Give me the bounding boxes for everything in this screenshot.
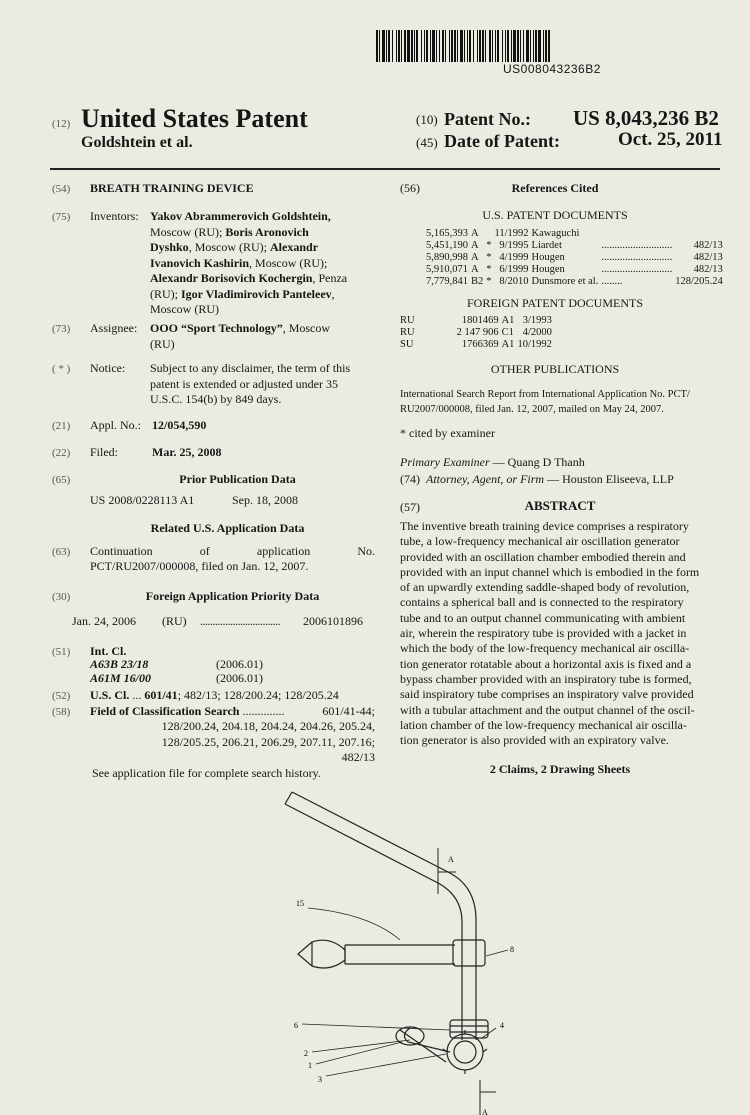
int-cl-1-date: (2006.01) xyxy=(216,657,263,671)
us-patent-doc-row xyxy=(426,252,726,264)
doc-name: Kawaguchi xyxy=(531,228,580,239)
other-publications-heading: OTHER PUBLICATIONS xyxy=(490,362,620,376)
field-search-item: 482/13 xyxy=(341,750,375,764)
header-rule xyxy=(50,168,720,170)
label-15: 15 xyxy=(296,899,304,908)
us-cl-label: U.S. Cl. xyxy=(90,688,130,702)
related-data-heading: Related U.S. Application Data xyxy=(150,521,305,535)
us-patent-docs-table xyxy=(426,228,726,288)
abstract-line: provided with an oscillation chamber embodied therein and xyxy=(400,549,686,564)
doc-date: 9/1995 xyxy=(499,240,529,251)
doc-leader: ........................... xyxy=(601,264,673,275)
abstract-line: which the body of the low-frequency mechanical air oscilla- xyxy=(400,641,690,656)
continuation-word: application xyxy=(256,544,311,558)
doc-kind: A1 xyxy=(501,339,515,350)
field-search-line xyxy=(90,704,284,719)
doc-class: 482/13 xyxy=(693,264,723,275)
inventor-line: Moscow (RU) xyxy=(150,302,219,316)
abstract-line: contains a spherical ball and is connected to the respiratory xyxy=(400,595,684,610)
primary-examiner-name: — Quang D Thanh xyxy=(489,455,585,469)
assignee-label: Assignee: xyxy=(90,321,138,335)
doc-leader: ........................... xyxy=(601,240,673,251)
foreign-priority-leader: ................................ xyxy=(200,614,280,628)
inid-code-73: (73) xyxy=(52,323,71,335)
continuation-line xyxy=(90,544,375,559)
oscillator-housing xyxy=(447,1034,483,1070)
doc-name: Liardet xyxy=(531,240,562,251)
doc-name: Hougen xyxy=(531,252,565,263)
doc-kind: A xyxy=(471,264,479,275)
barcode xyxy=(376,30,719,62)
prior-publication-heading: Prior Publication Data xyxy=(179,472,296,486)
doc-number: 1801469 xyxy=(461,315,499,326)
invention-title: BREATH TRAINING DEVICE xyxy=(90,181,254,195)
prior-publication-date: Sep. 18, 2008 xyxy=(232,493,298,507)
assignee-name: OOO “Sport Technology” xyxy=(150,321,283,335)
claims-summary: 2 Claims, 2 Drawing Sheets xyxy=(489,762,631,776)
cited-marker: * xyxy=(486,264,492,275)
inid-code-75: (75) xyxy=(52,211,71,223)
collar xyxy=(450,1020,488,1038)
foreign-patent-doc-row xyxy=(400,339,555,351)
us-patent-doc-row xyxy=(426,264,726,276)
us-cl-primary: 601/41 xyxy=(144,688,178,702)
us-patent-doc-row xyxy=(426,228,726,240)
field-search-item: 128/200.24, 204.18, 204.24, 204.26, 205.24, xyxy=(161,719,375,733)
abstract-text xyxy=(400,519,720,748)
field-search-first: 601/41-44; xyxy=(322,704,375,718)
abstract-line: tube, a low-frequency mechanical air oscillation generator xyxy=(400,534,680,549)
doc-kind: A xyxy=(471,240,479,251)
abstract-line: said inspiratory tube comprises an inspiratory valve provided xyxy=(400,687,694,702)
cited-by-examiner-note: * cited by examiner xyxy=(400,426,495,440)
inid-code-57: (57) xyxy=(400,500,420,514)
doc-name: Hougen xyxy=(531,264,565,275)
doc-date: 4/1999 xyxy=(499,252,529,263)
assignee-country: (RU) xyxy=(150,336,175,351)
abstract-heading: ABSTRACT xyxy=(524,498,596,513)
doc-leader xyxy=(601,228,675,240)
notice-line: patent is extended or adjusted under 35 xyxy=(150,376,338,391)
doc-country: RU xyxy=(400,315,415,326)
int-cl-label: Int. Cl. xyxy=(90,644,127,658)
cited-marker: * xyxy=(486,240,492,251)
inid-code-58: (58) xyxy=(52,706,71,718)
foreign-priority-heading: Foreign Application Priority Data xyxy=(145,589,320,603)
doc-leader: ........................... xyxy=(601,252,673,263)
attorney xyxy=(400,472,674,487)
doc-number: 5,165,393 xyxy=(426,228,468,239)
us-patent-doc-row xyxy=(426,276,726,288)
inventor-short: Goldshtein et al. xyxy=(81,134,193,151)
patent-number-label: Patent No.: xyxy=(444,109,531,129)
inspiratory-tube xyxy=(345,945,455,964)
us-patent-doc-row xyxy=(426,240,726,252)
other-publications xyxy=(400,387,720,417)
abstract-line: air, wherein the respiratory tube is provided with a jacket in xyxy=(400,626,687,641)
doc-date: 11/1992 xyxy=(494,228,529,239)
abstract-line: tube and to an output channel communicating with ambient xyxy=(400,610,686,625)
notice-label: Notice: xyxy=(90,361,126,375)
continuation-word: No. xyxy=(357,544,375,558)
references-cited-heading: References Cited xyxy=(511,181,599,195)
inid-code-51: (51) xyxy=(52,646,71,658)
inid-code-12: (12) xyxy=(52,118,71,130)
label-2: 2 xyxy=(304,1049,308,1058)
inid-code-52: (52) xyxy=(52,690,71,702)
int-cl-2-date: (2006.01) xyxy=(216,671,263,685)
appl-no-label: Appl. No.: xyxy=(90,418,141,432)
label-6: 6 xyxy=(294,1021,298,1030)
attorney-label: Attorney, Agent, or Firm xyxy=(426,472,545,486)
us-cl-line xyxy=(90,688,339,703)
doc-number: 5,910,071 xyxy=(426,264,468,275)
notice-text xyxy=(150,361,385,408)
document-title: United States Patent xyxy=(81,104,308,133)
foreign-priority-no: 2006101896 xyxy=(303,614,363,628)
abstract-line: of an upwardly extending saddle-shaped body of revolution, xyxy=(400,580,690,595)
cited-marker xyxy=(486,228,494,240)
label-section-a-top: A xyxy=(448,855,454,864)
jacket xyxy=(453,940,485,966)
doc-country: RU xyxy=(400,327,415,338)
int-cl-1: A63B 23/18 xyxy=(90,657,149,671)
doc-kind: B2 xyxy=(471,276,484,287)
filed-label: Filed: xyxy=(90,445,119,459)
cited-marker: * xyxy=(486,252,492,263)
inid-code-54: (54) xyxy=(52,183,71,195)
abstract-line: lation chamber of the low-frequency mechanical air oscilla- xyxy=(400,717,687,732)
label-3: 3 xyxy=(318,1075,322,1084)
inid-code-63: (63) xyxy=(52,546,71,558)
doc-class: 482/13 xyxy=(693,252,723,263)
doc-kind: A xyxy=(471,252,479,263)
cited-marker: * xyxy=(486,276,492,287)
inventors-label: Inventors: xyxy=(90,209,139,223)
field-search-leader: .............. xyxy=(242,704,285,718)
field-search-item: 128/205.25, 206.21, 206.29, 207.11, 207.16; xyxy=(161,734,375,749)
field-search-lines xyxy=(110,719,375,766)
doc-number: 2 147 906 xyxy=(456,327,499,338)
doc-date: 8/2010 xyxy=(499,276,529,287)
filed-date: Mar. 25, 2008 xyxy=(152,445,222,459)
foreign-patent-doc-row xyxy=(400,327,555,339)
primary-examiner-label: Primary Examiner xyxy=(400,455,490,469)
label-section-a-bottom: A xyxy=(482,1108,488,1115)
inid-code-30: (30) xyxy=(52,591,71,603)
doc-number: 7,779,841 xyxy=(426,276,468,287)
doc-date: 6/1999 xyxy=(499,264,529,275)
attorney-name: — Houston Eliseeva, LLP xyxy=(544,472,674,486)
inid-code-21: (21) xyxy=(52,420,71,432)
other-publication-line: International Search Report from International Application No. PCT/ xyxy=(400,389,690,400)
inid-code-45: (45) xyxy=(416,135,438,150)
doc-kind: C1 xyxy=(501,327,514,338)
continuation-word: of xyxy=(199,544,210,558)
label-8: 8 xyxy=(510,945,514,954)
foreign-patent-docs-table xyxy=(400,315,555,351)
label-4: 4 xyxy=(500,1021,504,1030)
abstract-line: with a tubular attachment and the output channel of the oscil- xyxy=(400,702,695,717)
doc-number: 1766369 xyxy=(461,339,499,350)
foreign-priority-date: Jan. 24, 2006 xyxy=(72,614,136,628)
abstract-line: tion generator rotatable about a horizontal axis is fixed and a xyxy=(400,656,692,671)
abstract-line: bypass chamber provided with an inspiratory tube is formed, xyxy=(400,671,692,686)
appl-no: 12/054,590 xyxy=(152,418,207,432)
inventors-list: Yakov Abrammerovich Goldshtein, Moscow (RU); Boris Aronovich Dyshko, Moscow (RU); Alexandr Ivanovich Kashirin, Moscow (RU); Alexandr Borisovich Kochergin, Penza (RU); Igor Vladimirovich Panteleev, Moscow (RU) xyxy=(150,209,385,318)
doc-kind: A1 xyxy=(501,315,515,326)
barcode-gap xyxy=(550,30,551,62)
foreign-patent-doc-row xyxy=(400,315,555,327)
inid-code-10: (10) xyxy=(416,112,438,127)
inid-code-22: (22) xyxy=(52,447,71,459)
tubular-attachment xyxy=(312,940,345,968)
field-search-label: Field of Classification Search xyxy=(90,704,240,718)
doc-leader: ........ xyxy=(601,276,623,287)
doc-name: Dunsmore et al. xyxy=(531,276,599,287)
doc-class: 482/13 xyxy=(693,240,723,251)
doc-date: 4/2000 xyxy=(522,327,552,338)
abstract-line: provided with an input channel which is embodied in the form xyxy=(400,564,700,579)
continuation-word: Continuation xyxy=(90,544,153,558)
doc-date: 3/1993 xyxy=(522,315,552,326)
prior-publication-no: US 2008/0228113 A1 xyxy=(90,493,195,507)
notice-line: Subject to any disclaimer, the term of this xyxy=(150,361,351,375)
notice-line: U.S.C. 154(b) by 849 days. xyxy=(150,392,282,406)
inid-code-65: (65) xyxy=(52,474,71,486)
doc-date: 10/1992 xyxy=(517,339,552,350)
assignee-city: , Moscow xyxy=(282,321,331,335)
inid-code-56: (56) xyxy=(400,181,420,195)
int-cl-2: A61M 16/00 xyxy=(90,671,152,685)
patent-number: US 8,043,236 B2 xyxy=(573,106,719,130)
date-of-patent-label: Date of Patent: xyxy=(444,131,560,151)
patent-drawing xyxy=(250,790,550,1115)
foreign-priority-country: (RU) xyxy=(162,614,187,628)
doc-number: 5,451,190 xyxy=(426,240,468,251)
abstract-line: The inventive breath training device comprises a respiratory xyxy=(400,519,689,533)
inid-code-74: (74) xyxy=(400,472,420,486)
assignee xyxy=(150,321,385,352)
us-patent-docs-heading: U.S. PATENT DOCUMENTS xyxy=(482,208,628,222)
doc-country: SU xyxy=(400,339,414,350)
respiratory-tube-inner xyxy=(292,792,476,950)
doc-number: 5,890,998 xyxy=(426,252,468,263)
primary-examiner xyxy=(400,455,585,470)
us-cl-secondary: ; 482/13; 128/200.24; 128/205.24 xyxy=(177,688,339,702)
continuation-text: PCT/RU2007/000008, filed on Jan. 12, 2007. xyxy=(90,559,309,573)
other-publication-line: RU2007/000008, filed Jan. 12, 2007, mailed on May 24, 2007. xyxy=(400,404,664,415)
foreign-patent-docs-heading: FOREIGN PATENT DOCUMENTS xyxy=(466,296,644,310)
date-of-patent: Oct. 25, 2011 xyxy=(618,129,723,150)
us-cl-leader: ... xyxy=(129,688,145,702)
search-history-note: See application file for complete search history. xyxy=(92,766,321,780)
doc-class xyxy=(675,228,726,240)
abstract-line: tion generator is also provided with an expiratory valve. xyxy=(400,733,669,748)
inid-code-notice: ( * ) xyxy=(52,363,71,375)
doc-kind: A xyxy=(471,228,479,239)
barcode-text: US008043236B2 xyxy=(503,62,601,76)
doc-class: 128/205.24 xyxy=(675,276,723,287)
label-1: 1 xyxy=(308,1061,312,1070)
inventor-line: Yakov Abrammerovich Goldshtein, xyxy=(150,209,331,223)
respiratory-tube-outer xyxy=(285,804,462,950)
